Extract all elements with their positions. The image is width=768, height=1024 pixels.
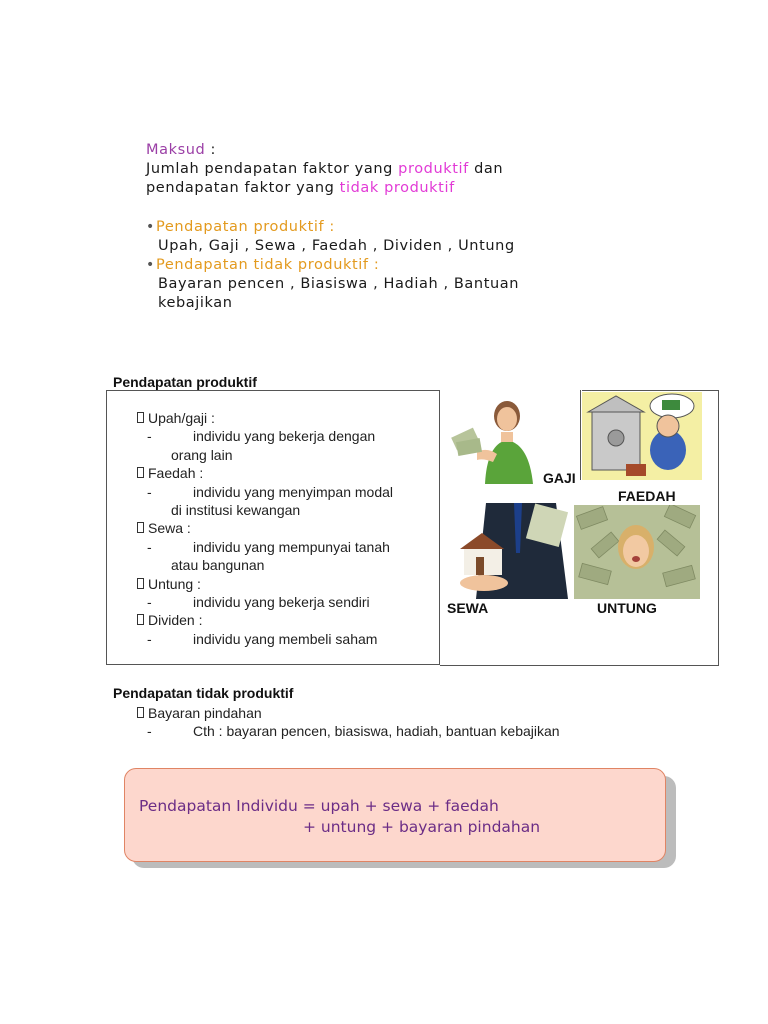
square-bullet-icon	[137, 467, 144, 478]
maksud-colon: :	[205, 142, 217, 158]
item-desc-cont: orang lain	[171, 446, 233, 463]
definition-text-end: dan	[468, 161, 504, 177]
bullet-text: Bayaran pencen , Biasiswa , Hadiah , Bantuan	[158, 276, 520, 292]
table-border-top	[582, 390, 719, 391]
list-item-sub	[137, 630, 393, 648]
item-desc: Cth : bayaran pencen, biasiswa, hadiah, bantuan kebajikan	[193, 723, 560, 740]
bank-saver-image	[582, 392, 702, 480]
bullet-text: Upah, Gaji , Sewa , Faedah , Dividen , Untung	[158, 238, 515, 254]
square-bullet-icon	[137, 614, 144, 625]
table-cell-list	[106, 390, 440, 665]
list-item-sub	[137, 427, 393, 445]
bullet-produktif	[146, 218, 606, 237]
square-bullet-icon	[137, 578, 144, 589]
item-desc: individu yang bekerja dengan	[193, 428, 376, 445]
formula-line-2: + untung + bayaran pindahan	[303, 818, 541, 836]
item-desc-cont: atau bangunan	[171, 557, 265, 574]
table-border-mid	[580, 390, 581, 480]
item-head: Faedah :	[148, 465, 204, 482]
list-item	[137, 611, 393, 629]
bullet-dot-icon: •	[146, 219, 155, 235]
list-item	[137, 519, 393, 537]
definition-text: Jumlah pendapatan faktor yang	[146, 161, 399, 177]
item-head: Upah/gaji :	[148, 410, 215, 426]
caption-faedah: FAEDAH	[618, 488, 676, 504]
dash: -	[147, 428, 152, 445]
table-border-bottom	[440, 665, 719, 666]
caption-sewa: SEWA	[447, 600, 489, 616]
intro-block	[146, 141, 606, 313]
dash: -	[147, 538, 152, 555]
item-desc: individu yang mempunyai tanah	[193, 538, 390, 555]
bullet-tidak-produktif	[146, 256, 606, 275]
maksud-label: Maksud	[146, 142, 206, 158]
list-item	[137, 704, 560, 722]
definition-line-2	[146, 179, 606, 198]
item-desc: individu yang menyimpan modal	[193, 483, 393, 500]
dash: -	[147, 594, 152, 611]
list-item	[137, 409, 393, 427]
highlight-produktif: produktif	[398, 161, 469, 177]
item-head: Untung :	[148, 575, 201, 592]
bullet-title: Pendapatan produktif :	[156, 219, 335, 235]
item-desc: individu yang bekerja sendiri	[193, 594, 370, 611]
bullet-text-cont: kebajikan	[158, 295, 233, 311]
income-list	[137, 409, 393, 648]
caption-gaji: GAJI	[543, 470, 576, 486]
bullet-dot-icon: •	[146, 257, 155, 273]
transfer-list	[137, 704, 560, 741]
square-bullet-icon	[137, 707, 144, 718]
bullet-title: Pendapatan tidak produktif :	[156, 257, 380, 273]
item-desc: individu yang membeli saham	[193, 630, 378, 647]
definition-text-2: pendapatan faktor yang	[146, 180, 340, 196]
woman-money-image	[447, 392, 543, 484]
item-desc-cont: di institusi kewangan	[171, 502, 301, 519]
list-item	[137, 575, 393, 593]
maksud-heading	[146, 141, 606, 160]
dash: -	[147, 630, 152, 647]
highlight-tidak-produktif: tidak produktif	[339, 180, 455, 196]
caption-untung: UNTUNG	[597, 600, 657, 616]
formula-line-1: Pendapatan Individu = upah + sewa + faedah	[139, 797, 499, 815]
woman-money-pile-image	[574, 505, 700, 599]
square-bullet-icon	[137, 412, 144, 423]
list-item-sub	[137, 593, 393, 611]
list-item-sub	[137, 538, 393, 556]
man-house-image	[456, 503, 568, 599]
section-title-tidak-produktif: Pendapatan tidak produktif	[113, 685, 294, 701]
section-title-produktif: Pendapatan produktif	[113, 374, 257, 390]
item-head: Sewa :	[148, 520, 191, 537]
dash: -	[147, 483, 152, 500]
table-border-right	[718, 390, 719, 666]
list-item	[137, 464, 393, 482]
dash: -	[147, 723, 152, 740]
square-bullet-icon	[137, 522, 144, 533]
list-item-sub	[137, 483, 393, 501]
formula-box	[124, 768, 666, 862]
list-item-sub	[137, 722, 560, 740]
definition-line-1	[146, 160, 606, 179]
item-head: Bayaran pindahan	[148, 705, 262, 721]
item-head: Dividen :	[148, 612, 203, 629]
